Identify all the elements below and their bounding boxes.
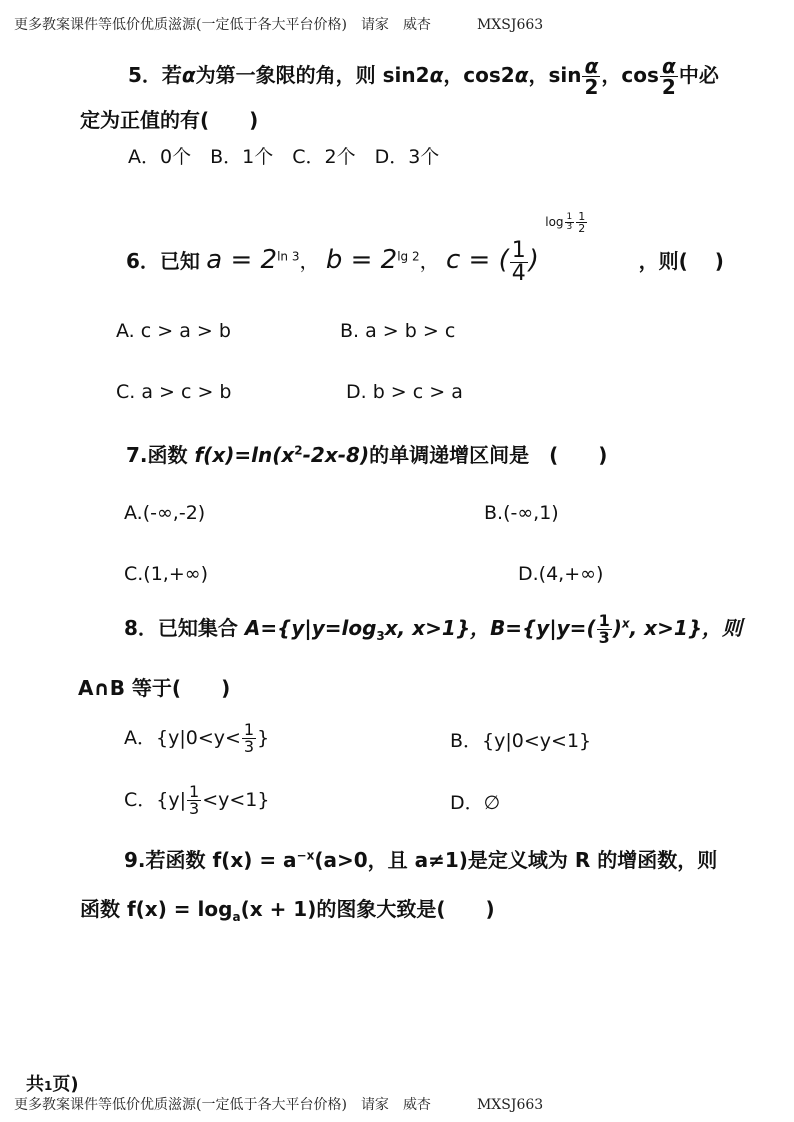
- q5-line2: 定为正值的有( ): [80, 108, 259, 132]
- header-contact-name: 威杏: [402, 17, 431, 33]
- q7-func: f(x)=ln(x: [194, 443, 295, 467]
- q8-setB: , x>1}，则: [629, 616, 742, 640]
- q5-frac1: $\frac{\alpha}{2}$: [584, 54, 599, 99]
- q7-text: 的单调递增区间是 ( ): [369, 443, 608, 467]
- q9-text: 9.若函数 f(x) = a: [124, 848, 297, 872]
- q6-c-frac: $\frac{1}{4}$: [511, 238, 526, 286]
- q9-text: (x + 1)的图象大致是( ): [240, 897, 495, 921]
- q9-text: (a>0，且 a≠1)是定义域为 R 的增函数，则: [314, 848, 718, 872]
- header-code: MXSJ663: [476, 17, 544, 33]
- q8-option-c: C．{y| $\frac{1}{3}$ <y<1}: [124, 782, 270, 818]
- q5-text: 为第一象限的角，则 sin2: [195, 63, 430, 87]
- q9-sup: −x: [296, 848, 315, 863]
- q8-setB: ): [612, 616, 622, 640]
- q7-sup: 2: [294, 443, 303, 458]
- q6-a-expr: a = 2: [206, 245, 278, 275]
- header-code: MXSJ663: [476, 1097, 544, 1113]
- q6-sep: ，: [299, 249, 320, 273]
- q7-option-a: A.(-∞,-2): [124, 502, 206, 524]
- q6-c-close: ): [528, 245, 539, 275]
- q7-text: 7.函数: [126, 443, 195, 467]
- q9-text: 函数 f(x) = log: [80, 897, 233, 921]
- q7-line: [126, 439, 607, 468]
- q8-line1: [124, 612, 742, 646]
- q8-text: 8．已知集合: [124, 616, 245, 640]
- q6-sep: ，: [419, 249, 440, 273]
- q5-alpha: α: [514, 63, 529, 87]
- q8-frac: $\frac{1}{3}$: [598, 611, 610, 647]
- q7-option-d: D.(4,+∞): [518, 563, 604, 585]
- q6-option-b: B. a > b > c: [340, 320, 456, 342]
- q6-option-d: D. b > c > a: [346, 381, 463, 403]
- q8-line2: A∩B 等于( ): [78, 676, 231, 700]
- q6-b-expr: b = 2: [325, 245, 398, 275]
- q5-options: A．0个 B．1个 C．2个 D．3个: [128, 146, 440, 168]
- header-text: 更多教案课件等低价优质滋源(一定低于各大平台价格): [14, 17, 347, 33]
- q5-text: 中必: [678, 63, 719, 87]
- q9-line2: [80, 893, 495, 924]
- q8-option-b: B．{y|0<y<1}: [450, 730, 592, 752]
- header-text: 更多教案课件等低价优质滋源(一定低于各大平台价格): [14, 1097, 347, 1113]
- q5-line1: [128, 56, 719, 97]
- q5-text: ，sin: [528, 63, 582, 87]
- q8-option-d: D．∅: [450, 792, 501, 814]
- q6-a-exp: ln 3: [277, 249, 300, 264]
- bottom-header: [14, 1094, 543, 1114]
- q6-prefix: 6．已知: [126, 249, 200, 273]
- q5-alpha: α: [181, 63, 196, 87]
- header-contact-label: 请家: [360, 1097, 389, 1113]
- page-count: 共1页): [26, 1074, 79, 1095]
- q7-func: -2x-8): [302, 443, 370, 467]
- q9-line1: [124, 844, 717, 873]
- q6-option-a: A. c > a > b: [116, 320, 231, 342]
- q6-option-c: C. a > c > b: [116, 381, 232, 403]
- q6-c-expr: c = (: [445, 245, 509, 275]
- top-header: [14, 14, 543, 34]
- q9-sub: a: [232, 910, 241, 924]
- q5-text: ，cos2: [443, 63, 515, 87]
- header-contact-name: 威杏: [402, 1097, 431, 1113]
- q8-setA: x, x>1}，: [384, 616, 491, 640]
- q6-suffix: ，则( ): [638, 249, 724, 273]
- q8-option-a: A．{y|0<y< $\frac{1}{3}$ }: [124, 720, 270, 756]
- q5-alpha: α: [429, 63, 444, 87]
- q5-text: 5．若: [128, 63, 182, 87]
- q8-sub: 3: [376, 629, 385, 643]
- q6-c-exponent: log 1 3 1 2: [545, 210, 586, 235]
- q8-setB: B={y|y=(: [490, 616, 596, 640]
- header-contact-label: 请家: [360, 17, 389, 33]
- q6-b-exp: lg 2: [397, 249, 420, 264]
- q7-option-b: B.(-∞,1): [484, 502, 559, 524]
- q5-text: ，cos: [601, 63, 659, 87]
- q7-option-c: C.(1,+∞): [124, 563, 209, 585]
- q5-frac2: $\frac{\alpha}{2}$: [661, 54, 676, 99]
- q8-sup: x: [621, 616, 630, 631]
- q8-setA: A={y|y=log: [244, 616, 377, 640]
